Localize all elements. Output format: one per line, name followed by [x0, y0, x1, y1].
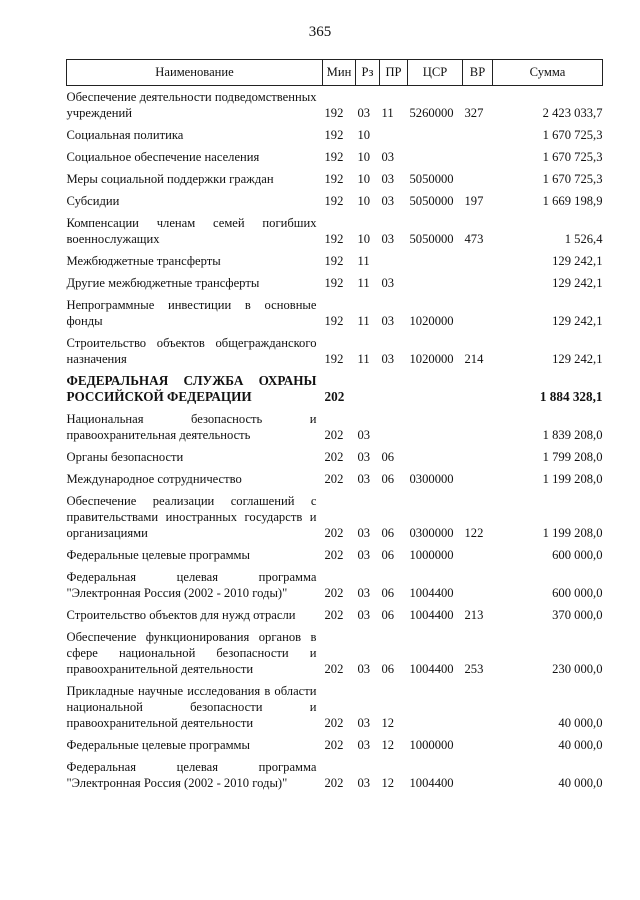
- row-pr: 03: [381, 314, 395, 328]
- row-name: ФЕДЕРАЛЬНАЯ СЛУЖБА ОХРАНЫ РОССИЙСКОЙ ФЕДЕРАЦИИ: [66, 373, 317, 404]
- row-rz: 03: [357, 586, 371, 600]
- row-sum: 1 669 198,9: [542, 194, 603, 208]
- row-name: Международное сотрудничество: [66, 472, 242, 486]
- row-pr: [380, 408, 408, 446]
- table-row: [67, 604, 603, 626]
- row-rz: 10: [357, 150, 371, 164]
- row-vr: 197: [464, 194, 484, 208]
- row-sum: 1 884 328,1: [539, 389, 603, 404]
- row-csr: 1020000: [409, 352, 454, 366]
- table-row: [67, 446, 603, 468]
- row-name: Компенсации членам семей погибших военнослужащих: [66, 216, 317, 246]
- row-sum: 40 000,0: [558, 776, 603, 790]
- row-vr: [463, 680, 493, 734]
- row-vr: [463, 734, 493, 756]
- row-vr: [463, 146, 493, 168]
- row-csr: 1000000: [409, 738, 454, 752]
- row-rz: 03: [357, 716, 371, 730]
- row-pr: 06: [381, 526, 395, 540]
- row-sum: 1 670 725,3: [542, 150, 603, 164]
- row-csr: [408, 272, 463, 294]
- row-min: 192: [324, 314, 344, 328]
- table-row: [67, 408, 603, 446]
- row-sum: 129 242,1: [552, 314, 603, 328]
- row-name: Обеспечение деятельности подведомственных учреждений: [66, 90, 317, 120]
- page-number: 365: [308, 24, 332, 40]
- header-sum: Сумма: [493, 60, 603, 86]
- row-sum: 129 242,1: [552, 254, 603, 268]
- row-min: 202: [324, 389, 345, 404]
- row-min: 202: [324, 608, 344, 622]
- row-csr: 5050000: [409, 232, 454, 246]
- row-csr: 5050000: [409, 194, 454, 208]
- header-rz: Рз: [356, 60, 380, 86]
- row-sum: 1 199 208,0: [542, 472, 603, 486]
- row-name: Непрограммные инвестиции в основные фонды: [66, 298, 317, 328]
- row-min: 192: [324, 150, 344, 164]
- table-row: [67, 680, 603, 734]
- table-header: [67, 60, 603, 86]
- row-rz: 03: [357, 738, 371, 752]
- header-min: Мин: [323, 60, 356, 86]
- row-min: 202: [324, 586, 344, 600]
- row-csr: 1004400: [409, 586, 454, 600]
- row-min: 192: [324, 276, 344, 290]
- row-rz: 11: [357, 314, 370, 328]
- row-vr: [463, 408, 493, 446]
- row-sum: 2 423 033,7: [542, 106, 603, 120]
- row-min: 192: [324, 232, 344, 246]
- row-csr: 1000000: [409, 548, 454, 562]
- table-body: [67, 86, 603, 795]
- row-name: Строительство объектов общегражданского назначения: [66, 336, 317, 366]
- row-name: Федеральные целевые программы: [66, 738, 250, 752]
- table-row: [67, 190, 603, 212]
- row-rz: 03: [357, 526, 371, 540]
- row-csr: [408, 446, 463, 468]
- row-pr: 12: [381, 776, 395, 790]
- row-name: Субсидии: [66, 194, 120, 208]
- row-min: 192: [324, 172, 344, 186]
- row-csr: [408, 680, 463, 734]
- row-name: Федеральные целевые программы: [66, 548, 250, 562]
- row-rz: 11: [357, 276, 370, 290]
- row-rz: 10: [357, 128, 371, 142]
- row-pr: 03: [381, 172, 395, 186]
- row-pr: 06: [381, 608, 395, 622]
- table-row: [67, 544, 603, 566]
- row-sum: 1 670 725,3: [542, 172, 603, 186]
- row-csr: 1004400: [409, 608, 454, 622]
- row-rz: 03: [357, 450, 371, 464]
- table-row: [67, 212, 603, 250]
- table-row: [67, 756, 603, 794]
- header-csr: ЦСР: [408, 60, 463, 86]
- row-rz: [356, 370, 380, 408]
- header-vr: ВР: [463, 60, 493, 86]
- row-vr: 253: [464, 662, 484, 676]
- budget-table: [66, 59, 603, 794]
- row-vr: [463, 756, 493, 794]
- row-name: Прикладные научные исследования в области национальной безопасности и правоохранительной деятельности: [66, 684, 317, 730]
- row-csr: [408, 370, 463, 408]
- row-pr: [380, 124, 408, 146]
- row-csr: [408, 146, 463, 168]
- table-row: [67, 490, 603, 544]
- table-row: [67, 86, 603, 125]
- row-min: 202: [324, 716, 344, 730]
- row-pr: 11: [381, 106, 394, 120]
- row-sum: 40 000,0: [558, 716, 603, 730]
- row-pr: 06: [381, 472, 395, 486]
- row-csr: 0300000: [409, 526, 454, 540]
- row-min: 192: [324, 106, 344, 120]
- row-vr: [463, 446, 493, 468]
- row-vr: 327: [464, 106, 484, 120]
- row-rz: 03: [357, 472, 371, 486]
- row-min: 192: [324, 352, 344, 366]
- row-pr: 03: [381, 276, 395, 290]
- row-csr: 1004400: [409, 776, 454, 790]
- row-vr: 213: [464, 608, 484, 622]
- row-sum: 40 000,0: [558, 738, 603, 752]
- row-rz: 10: [357, 194, 371, 208]
- row-min: 192: [324, 194, 344, 208]
- row-name: Другие межбюджетные трансферты: [66, 276, 260, 290]
- row-pr: [380, 370, 408, 408]
- row-rz: 03: [357, 106, 371, 120]
- row-sum: 1 199 208,0: [542, 526, 603, 540]
- row-csr: 1020000: [409, 314, 454, 328]
- row-csr: [408, 408, 463, 446]
- row-sum: 600 000,0: [552, 586, 603, 600]
- row-vr: 473: [464, 232, 484, 246]
- row-min: 202: [324, 450, 344, 464]
- row-rz: 10: [357, 232, 371, 246]
- row-csr: [408, 250, 463, 272]
- row-min: 202: [324, 548, 344, 562]
- row-csr: 5050000: [409, 172, 454, 186]
- row-pr: 03: [381, 352, 395, 366]
- row-sum: 1 799 208,0: [542, 450, 603, 464]
- row-pr: 03: [381, 194, 395, 208]
- table-row: [67, 168, 603, 190]
- row-vr: [463, 272, 493, 294]
- row-rz: 11: [357, 352, 370, 366]
- row-name: Социальное обеспечение населения: [66, 150, 260, 164]
- row-pr: 06: [381, 450, 395, 464]
- row-pr: 06: [381, 586, 395, 600]
- table-row: [67, 294, 603, 332]
- table-row: [67, 468, 603, 490]
- row-vr: 122: [464, 526, 484, 540]
- row-csr: [408, 124, 463, 146]
- row-rz: 11: [357, 254, 370, 268]
- row-vr: [463, 566, 493, 604]
- row-rz: 03: [357, 776, 371, 790]
- row-min: 202: [324, 428, 344, 442]
- row-vr: [463, 294, 493, 332]
- row-vr: [463, 124, 493, 146]
- table-row: [67, 370, 603, 408]
- row-name: Межбюджетные трансферты: [66, 254, 221, 268]
- row-sum: 129 242,1: [552, 276, 603, 290]
- row-vr: 214: [464, 352, 484, 366]
- table-row: [67, 332, 603, 370]
- row-sum: 600 000,0: [552, 548, 603, 562]
- row-csr: 1004400: [409, 662, 454, 676]
- row-min: 202: [324, 738, 344, 752]
- row-sum: 370 000,0: [552, 608, 603, 622]
- row-name: Меры социальной поддержки граждан: [66, 172, 274, 186]
- table-row: [67, 124, 603, 146]
- table-row: [67, 272, 603, 294]
- row-sum: 129 242,1: [552, 352, 603, 366]
- row-pr: 12: [381, 738, 395, 752]
- row-csr: 5260000: [409, 106, 454, 120]
- row-pr: 12: [381, 716, 395, 730]
- row-sum: 1 839 208,0: [542, 428, 603, 442]
- row-sum: 1 670 725,3: [542, 128, 603, 142]
- row-csr: 0300000: [409, 472, 454, 486]
- row-rz: 03: [357, 608, 371, 622]
- table-row: [67, 146, 603, 168]
- row-vr: [463, 544, 493, 566]
- row-rz: 10: [357, 172, 371, 186]
- row-name: Обеспечение реализации соглашений с правительствами иностранных государств и организациями: [66, 494, 317, 540]
- row-pr: 03: [381, 232, 395, 246]
- row-name: Социальная политика: [66, 128, 184, 142]
- table-row: [67, 250, 603, 272]
- row-name: Федеральная целевая программа "Электронная Россия (2002 - 2010 годы)": [66, 570, 317, 600]
- row-name: Обеспечение функционирования органов в сфере национальной безопасности и правоохранительной деятельности: [66, 630, 317, 676]
- header-name: Наименование: [67, 60, 323, 86]
- row-name: Строительство объектов для нужд отрасли: [66, 608, 296, 622]
- row-name: Федеральная целевая программа "Электронная Россия (2002 - 2010 годы)": [66, 760, 317, 790]
- row-sum: 230 000,0: [552, 662, 603, 676]
- table-row: [67, 566, 603, 604]
- row-min: 202: [324, 662, 344, 676]
- row-vr: [463, 250, 493, 272]
- row-pr: 06: [381, 662, 395, 676]
- row-name: Национальная безопасность и правоохранительная деятельность: [66, 412, 317, 442]
- row-rz: 03: [357, 428, 371, 442]
- row-pr: 06: [381, 548, 395, 562]
- row-vr: [463, 168, 493, 190]
- row-rz: 03: [357, 662, 371, 676]
- row-min: 202: [324, 472, 344, 486]
- row-sum: 1 526,4: [564, 232, 603, 246]
- row-min: 202: [324, 526, 344, 540]
- row-pr: 03: [381, 150, 395, 164]
- row-rz: 03: [357, 548, 371, 562]
- table-row: [67, 734, 603, 756]
- table-row: [67, 626, 603, 680]
- row-name: Органы безопасности: [66, 450, 184, 464]
- row-pr: [380, 250, 408, 272]
- budget-table-container: [66, 59, 602, 794]
- row-vr: [463, 468, 493, 490]
- row-min: 192: [324, 128, 344, 142]
- row-min: 192: [324, 254, 344, 268]
- row-min: 202: [324, 776, 344, 790]
- header-pr: ПР: [380, 60, 408, 86]
- row-vr: [463, 370, 493, 408]
